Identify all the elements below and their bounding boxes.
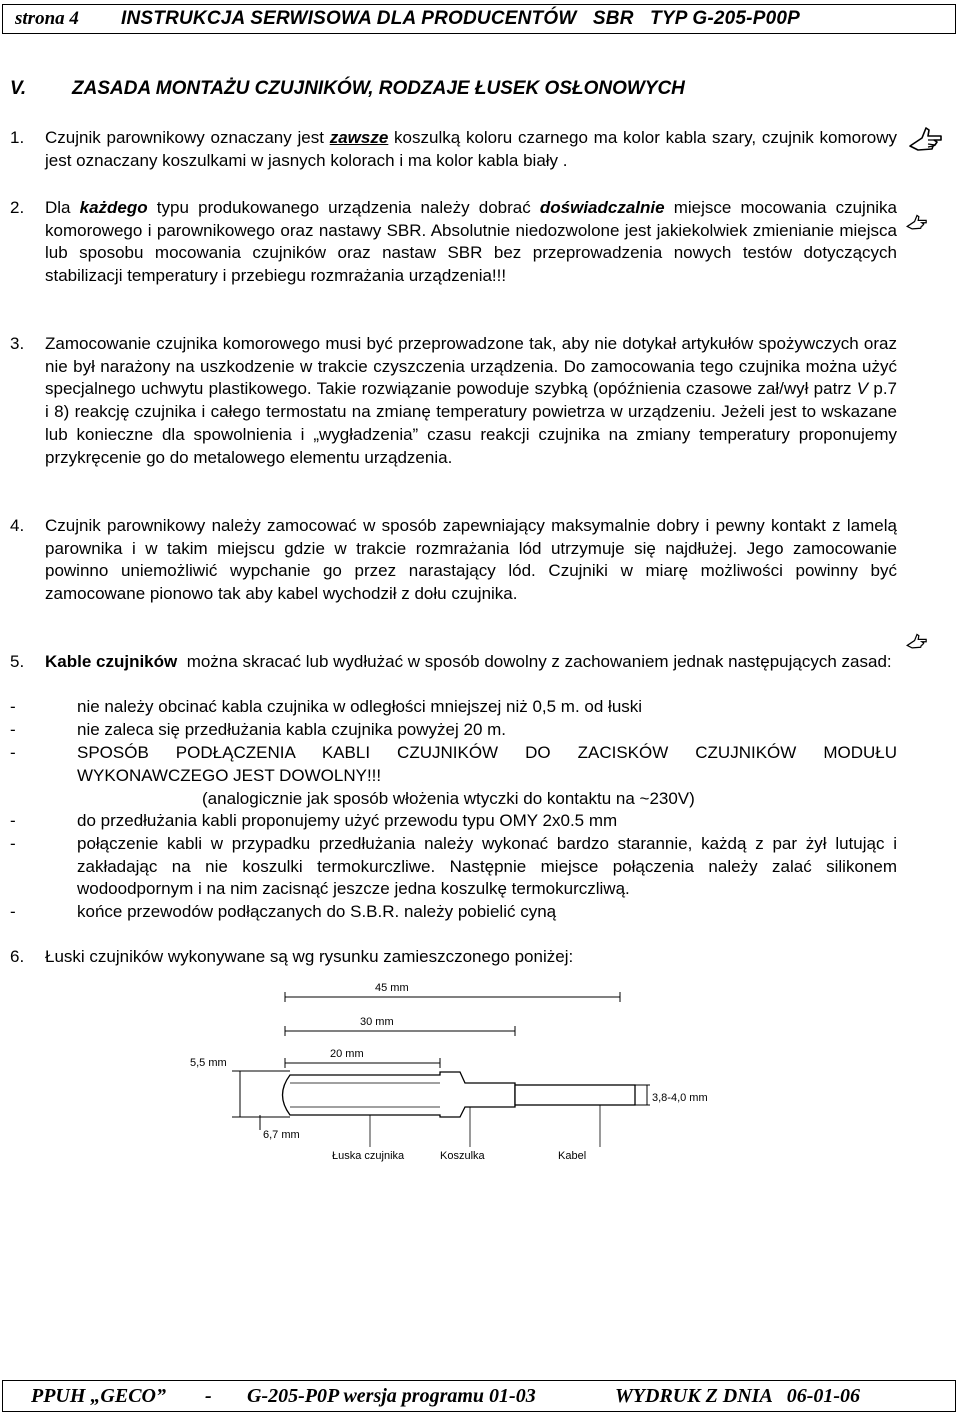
- item-2-text-a: Dla: [45, 198, 80, 217]
- list-item-text: SPOSÓB PODŁĄCZENIA KABLI CZUJNIKÓW DO ZACISKÓW CZUJNIKÓW MODUŁU WYKONAWCZEGO JEST DOWOLNY!!!: [77, 743, 897, 785]
- dim-label-3-8: 3,8-4,0 mm: [652, 1092, 708, 1104]
- list-item: [10, 742, 897, 787]
- footer-version: G-205-P0P wersja programu 01-03: [247, 1385, 536, 1407]
- section-number: V.: [10, 78, 27, 99]
- dim-label-45: 45 mm: [375, 982, 409, 994]
- item-1-number: 1.: [10, 128, 25, 147]
- list-item: [10, 696, 897, 719]
- item-3-text-b: p.7 i 8) reakcję czujnika i całego termostatu na zmianę temperatury powietrza w urządzeniu. Jeżeli jest to wskazane lub konieczne dla spowolnienia i „wygładzenia” czasu reakcji czujnika na zmiany temperatury proponujemy przykręcenie go do metalowego elementu urządzenia.: [45, 379, 897, 467]
- list-item-note: (analogicznie jak sposób włożenia wtyczki do kontaktu na ~230V): [202, 789, 695, 808]
- footer-print-date: WYDRUK Z DNIA 06-01-06: [615, 1385, 861, 1407]
- item-1-text: [45, 127, 897, 172]
- item-1-text-b: koszulką koloru czarnego ma kolor kabla szary, czujnik komorowy jest oznaczany koszulkami w jasnych kolorach i ma kolor kabla biały .: [45, 128, 897, 170]
- section-title: [10, 78, 685, 100]
- label-sheath: Łuska czujnika: [332, 1150, 405, 1162]
- dim-label-6-7: 6,7 mm: [263, 1129, 300, 1141]
- list-item-text: do przedłużania kabli proponujemy użyć przewodu typu OMY 2x0.5 mm: [77, 811, 618, 830]
- item-2-text-c: miejsce mocowania czujnika komorowego i parownikowego oraz nastawy SBR. Absolutnie niedozwolone jest jakiekolwiek zmienianie miejsca lub sposobu mocowania czujników oraz nastaw SBR bez przeprowadzenia nowych testów dotyczących stabilizacji temperatury i przebiegu rozmrażania urządzenia!!!: [45, 198, 898, 286]
- list-bullet: -: [10, 834, 16, 853]
- dim-label-5-5: 5,5 mm: [190, 1057, 227, 1069]
- sensor-sheath-diagram: [170, 975, 750, 1175]
- list-item-text: końce przewodów podłączanych do S.B.R. należy pobielić cyną: [77, 902, 557, 921]
- item-2-text: [45, 197, 897, 288]
- list-bullet: -: [10, 743, 16, 762]
- item-6-text: [45, 946, 897, 969]
- item-3-text: [45, 333, 897, 469]
- item-6-number: 6.: [10, 947, 25, 966]
- item-5-text-a: można skracać lub wydłużać w sposób dowolny z zachowaniem jednak następujących zasad:: [177, 652, 892, 671]
- item-5-bold: Kable czujników: [45, 652, 178, 671]
- item-5-text: [45, 651, 897, 674]
- list-item: [10, 719, 897, 742]
- list-item-text: nie zaleca się przedłużania kabla czujnika powyżej 20 m.: [77, 720, 507, 739]
- pointing-hand-icon: [906, 632, 928, 654]
- item-6-text-a: Łuski czujników wykonywane są wg rysunku zamieszczonego poniżej:: [45, 947, 574, 966]
- sensor-sheath: [283, 1072, 516, 1117]
- item-1-emphasis: zawsze: [329, 128, 389, 147]
- item-5-number: 5.: [10, 652, 25, 671]
- item-2-text-b: typu produkowanego urządzenia należy dobrać: [147, 198, 540, 217]
- label-cable: Kabel: [558, 1150, 587, 1162]
- dim-label-30: 30 mm: [360, 1016, 394, 1028]
- list-item-text: połączenie kabli w przypadku przedłużania należy wykonać bardzo starannie, każdą z par żył lutując i zakładając na nie koszulki termokurczliwe. Następnie miejsce połączenia należy zalać silikonem wodoodpornym i na nim zacisnąć jeszcze jedna koszulkę termokurczliwą.: [77, 834, 897, 899]
- item-4-number: 4.: [10, 516, 25, 535]
- item-2-emphasis-2: doświadczalnie: [539, 198, 665, 217]
- dim-label-20: 20 mm: [330, 1048, 364, 1060]
- section-heading: ZASADA MONTAŻU CZUJNIKÓW, RODZAJE ŁUSEK OSŁONOWYCH: [72, 78, 685, 99]
- list-bullet: -: [10, 902, 16, 921]
- item-2-emphasis-1: każdego: [79, 198, 148, 217]
- item-3-emphasis: V: [856, 379, 869, 399]
- document-title: INSTRUKCJA SERWISOWA DLA PRODUCENTÓW SBR TYP G-205-P00P: [121, 8, 800, 29]
- item-2-number: 2.: [10, 198, 25, 217]
- item-3-text-a: Zamocowanie czujnika komorowego musi być przeprowadzone tak, aby nie dotykał artykułów spożywczych oraz nie był narażony na uszkodzenie w trakcie czyszczenia urządzenia. Do zamocowania tego czujnika można użyć specjalnego uchwytu plastikowego. Takie rozwiązanie powoduje szybką (opóźnienia czasowe zał/wył patrz: [45, 334, 897, 399]
- page-header: [2, 4, 956, 34]
- footer-company: PPUH „GECO”: [31, 1385, 166, 1407]
- label-sleeve: Koszulka: [440, 1150, 485, 1162]
- list-item: [10, 810, 897, 833]
- list-bullet: -: [10, 811, 16, 830]
- pointing-hand-icon: [908, 124, 944, 160]
- cable: [515, 1085, 635, 1105]
- page-footer: [2, 1380, 956, 1412]
- list-item-text: nie należy obcinać kabla czujnika w odległości mniejszej niż 0,5 m. od łuski: [77, 697, 643, 716]
- list-bullet: -: [10, 697, 16, 716]
- pointing-hand-icon: [906, 213, 928, 235]
- item-1-text-a: Czujnik parownikowy oznaczany jest: [45, 128, 330, 147]
- item-4-text-a: Czujnik parownikowy należy zamocować w sposób zapewniający maksymalnie dobry i pewny kontakt z lamelą parownika i w takim miejscu gdzie w trakcie rozmrażania lód utrzymuje się najdłużej. Jego zamocowanie powinno uniemożliwić wypchanie go przez narastający lód. Czujniki w miarę możliwości powinny być zamocowane pionowo tak aby kabel wychodził z dołu czujnika.: [45, 516, 897, 604]
- page-number: strona 4: [15, 8, 79, 29]
- item-4-text: [45, 515, 897, 606]
- list-bullet: -: [10, 720, 16, 739]
- list-item: [10, 833, 897, 901]
- item-3-number: 3.: [10, 334, 25, 353]
- list-item: [10, 901, 897, 924]
- footer-separator: -: [205, 1385, 212, 1407]
